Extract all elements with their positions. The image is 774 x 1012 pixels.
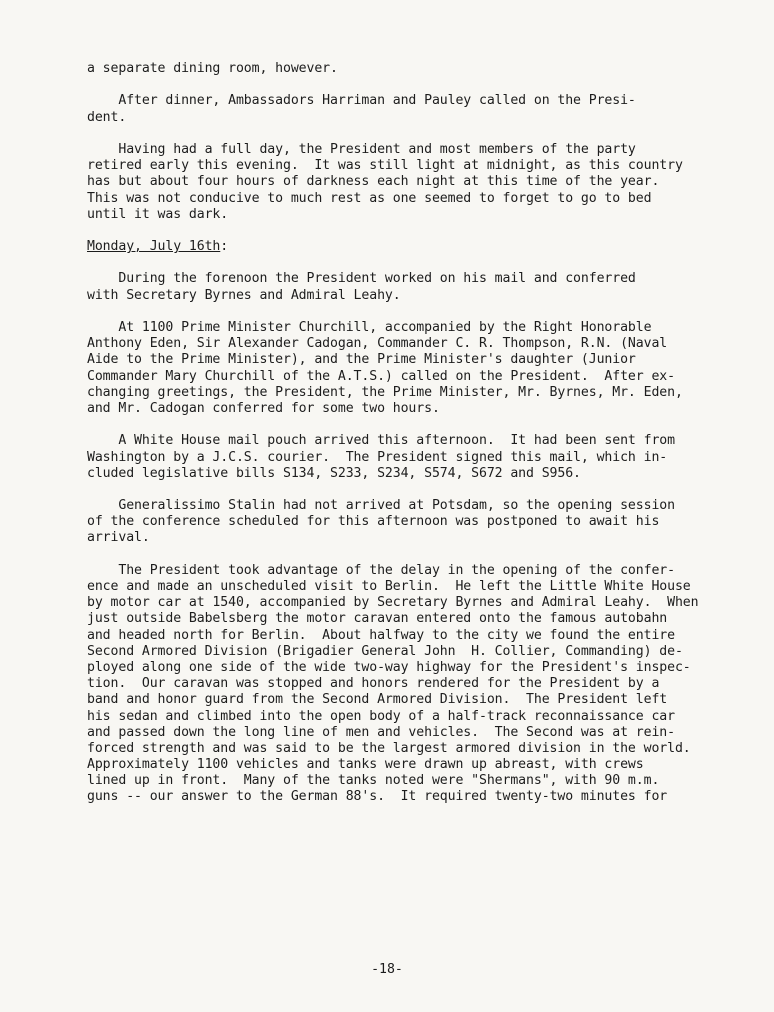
text-line: tion. Our caravan was stopped and honors rendered for the President by a <box>87 676 660 692</box>
text-line: ence and made an unscheduled visit to Berlin. He left the Little White House <box>87 579 691 594</box>
text-line: a separate dining room, however. <box>87 61 338 76</box>
text-line: until it was dark. <box>87 206 229 222</box>
text-line: During the forenoon the President worked on his mail and conferred <box>87 271 636 287</box>
text-line: changing greetings, the President, the Prime Minister, Mr. Byrnes, Mr. Eden, <box>87 384 683 400</box>
text-line: with Secretary Byrnes and Admiral Leahy. <box>87 287 401 303</box>
text-line: arrival. <box>87 530 150 546</box>
section-heading: Monday, July 16th <box>87 239 221 255</box>
text-line: Approximately 1100 vehicles and tanks were drawn up abreast, with crews <box>87 757 644 773</box>
text-line: At 1100 Prime Minister Churchill, accompanied by the Right Honorable <box>87 320 652 335</box>
text-line: and Mr. Cadogan conferred for some two hours. <box>87 400 440 416</box>
text-line: The President took advantage of the delay in the opening of the confer- <box>87 562 675 578</box>
text-line: Commander Mary Churchill of the A.T.S.) called on the President. After ex- <box>87 368 675 384</box>
text-line: A White House mail pouch arrived this afternoon. It had been sent from <box>87 433 675 449</box>
text-line: and passed down the long line of men and vehicles. The Second was at rein- <box>87 724 675 740</box>
text-line: Anthony Eden, Sir Alexander Cadogan, Commander C. R. Thompson, R.N. (Naval <box>87 336 668 352</box>
text-line: by motor car at 1540, accompanied by Secretary Byrnes and Admiral Leahy. When <box>87 595 699 611</box>
text-line: forced strength and was said to be the largest armored division in the world. <box>87 740 691 756</box>
body-text <box>87 61 727 822</box>
paragraphs-after-heading <box>87 271 727 821</box>
text-line: his sedan and climbed into the open body of a half-track reconnaissance car <box>87 708 675 724</box>
text-line: ployed along one side of the wide two-way highway for the President's inspec- <box>87 659 691 675</box>
text-line: Second Armored Division (Brigadier General John H. Collier, Commanding) de- <box>87 643 683 659</box>
text-line: retired early this evening. It was still light at midnight, as this country <box>87 158 683 174</box>
section-heading-line <box>87 239 727 255</box>
text-line: Washington by a J.C.S. courier. The President signed this mail, which in- <box>87 449 668 465</box>
paragraphs-before-heading <box>87 61 727 239</box>
text-line: Generalissimo Stalin had not arrived at Potsdam, so the opening session <box>87 498 675 514</box>
text-line: After dinner, Ambassadors Harriman and Pauley called on the Presi- <box>87 93 636 109</box>
section-heading-colon: : <box>220 239 229 255</box>
text-line: of the conference scheduled for this afternoon was postponed to await his <box>87 514 660 530</box>
text-line: just outside Babelsberg the motor caravan entered onto the famous autobahn <box>87 611 668 627</box>
text-line: This was not conducive to much rest as one seemed to forget to go to bed <box>87 190 652 206</box>
text-line: and headed north for Berlin. About halfway to the city we found the entire <box>87 627 675 643</box>
page-number: -18- <box>371 962 403 977</box>
text-line: Having had a full day, the President and most members of the party <box>87 141 636 157</box>
text-line: cluded legislative bills S134, S233, S234, S574, S672 and S956. <box>87 465 581 481</box>
text-line: has but about four hours of darkness each night at this time of the year. <box>87 174 660 190</box>
text-line: lined up in front. Many of the tanks noted were "Shermans", with 90 m.m. <box>87 773 660 789</box>
text-line: Aide to the Prime Minister), and the Prime Minister's daughter (Junior <box>87 352 636 368</box>
text-line: guns -- our answer to the German 88's. It required twenty-two minutes for <box>87 789 668 805</box>
text-line: band and honor guard from the Second Armored Division. The President left <box>87 692 668 708</box>
text-line: dent. <box>87 109 127 125</box>
